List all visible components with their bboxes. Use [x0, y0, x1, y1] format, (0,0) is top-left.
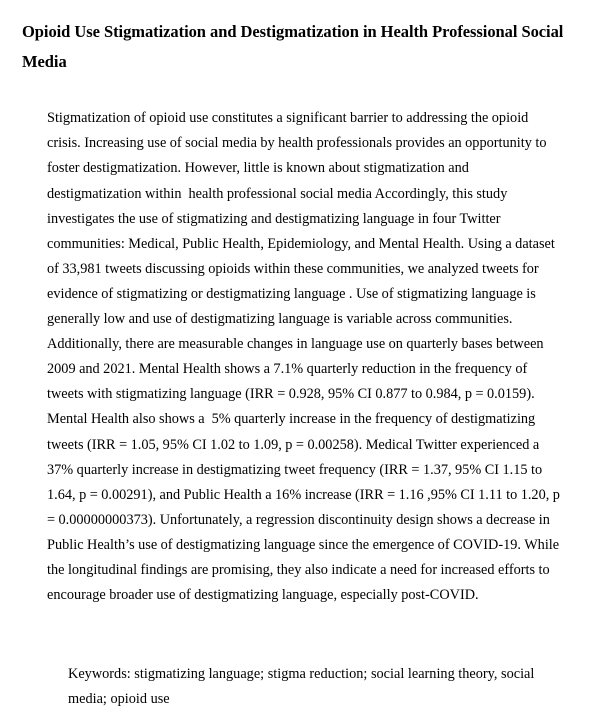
- abstract-paragraph: Stigmatization of opioid use constitutes a significant barrier to addressing the opioid crisis. Increasing use of social media by health professionals provides an opportunity to foster destigmatization. However, little is known about stigmatization and destigmatization within health professional social media Accordingly, this study investigates the use of stigmatizing and destigmatizing language in four Twitter communities: Medical, Public Health, Epidemiology, and Mental Health. Using a dataset of 33,981 tweets discussing opioids within these communities, we analyzed tweets for evidence of stigmatizing or destigmatizing language . Use of stigmatizing language is generally low and use of destigmatizing language is variable across communities. Additionally, there are measurable changes in language use on quarterly bases between 2009 and 2021. Mental Health shows a 7.1% quarterly reduction in the frequency of tweets with stigmatizing language (IRR = 0.928, 95% CI 0.877 to 0.984, p = 0.0159). Mental Health also shows a 5% quarterly increase in the frequency of destigmatizing tweets (IRR = 1.05, 95% CI 1.02 to 1.09, p = 0.00258). Medical Twitter experienced a 37% quarterly increase in destigmatizing tweet frequency (IRR = 1.37, 95% CI 1.15 to 1.64, p = 0.00291), and Public Health a 16% increase (IRR = 1.16 ,95% CI 1.11 to 1.20, p = 0.00000000373). Unfortunately, a regression discontinuity design shows a decrease in Public Health’s use of destigmatizing language since the emergence of COVID-19. While the longitudinal findings are promising, they also indicate a need for increased efforts to encourage broader use of destigmatizing language, especially post-COVID.: [47, 110, 564, 604]
- page-title: Opioid Use Stigmatization and Destigmatization in Health Professional Social Media: [22, 22, 568, 72]
- keywords-paragraph: Keywords: stigmatizing language; stigma reduction; social learning theory, social media; opioid use: [68, 666, 538, 708]
